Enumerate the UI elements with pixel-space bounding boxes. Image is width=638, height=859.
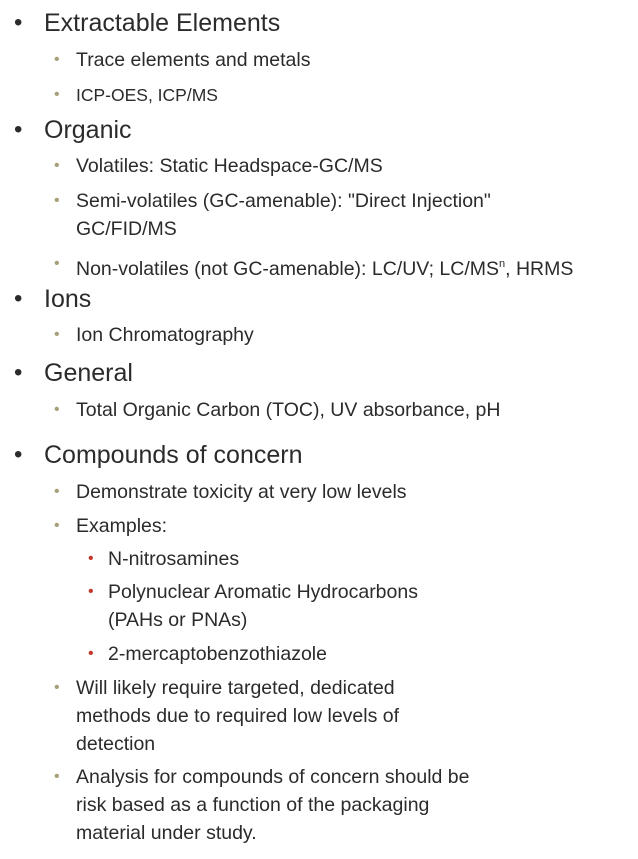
example-text: N-nitrosamines xyxy=(108,548,240,570)
heading-text: Ions xyxy=(44,285,92,313)
list-item xyxy=(0,478,632,506)
heading-general xyxy=(0,358,632,388)
item-text: Analysis for compounds of concern should be risk based as a function of the packaging material under study. xyxy=(76,766,470,844)
item-text: Semi-volatiles (GC-amenable): "Direct Injection" GC/FID/MS xyxy=(76,190,491,240)
list-item xyxy=(0,152,632,180)
bullet-icon: • xyxy=(54,768,60,785)
bullet-icon: • xyxy=(54,483,60,500)
example-text: 2-mercaptobenzothiazole xyxy=(108,643,327,665)
bullet-icon: • xyxy=(88,645,94,662)
bullet-icon: • xyxy=(54,517,60,534)
list-item xyxy=(0,396,632,424)
bullet-icon: • xyxy=(14,116,23,143)
list-item xyxy=(0,321,632,349)
bullet-icon: • xyxy=(54,255,60,272)
list-item xyxy=(0,81,632,109)
example-item xyxy=(0,545,632,573)
bullet-icon: • xyxy=(54,401,60,418)
item-text: ICP-OES, ICP/MS xyxy=(76,85,218,105)
list-item xyxy=(0,512,632,540)
heading-extractable-elements xyxy=(0,8,632,38)
heading-organic xyxy=(0,115,632,145)
item-text: Ion Chromatography xyxy=(76,324,254,346)
bullet-icon: • xyxy=(54,192,60,209)
bullet-icon: • xyxy=(54,157,60,174)
heading-text: Compounds of concern xyxy=(44,441,303,469)
item-text: Total Organic Carbon (TOC), UV absorbance, pH xyxy=(76,399,501,421)
item-text-main: Non-volatiles (not GC-amenable): LC/UV; LC/MS xyxy=(76,258,500,280)
item-text-tail: , HRMS xyxy=(505,258,574,280)
bullet-icon: • xyxy=(14,9,23,36)
bullet-icon: • xyxy=(54,326,60,343)
item-text: Will likely require targeted, dedicated methods due to required low levels of detection xyxy=(76,677,400,755)
bullet-icon: • xyxy=(14,285,23,312)
heading-text: General xyxy=(44,359,133,387)
bullet-icon: • xyxy=(54,679,60,696)
list-item xyxy=(0,250,632,278)
list-item xyxy=(0,763,632,847)
list-item xyxy=(0,674,632,758)
list-item xyxy=(0,187,632,243)
heading-text: Organic xyxy=(44,116,132,144)
bullet-icon: • xyxy=(88,583,94,600)
bullet-icon: • xyxy=(14,359,23,386)
example-item xyxy=(0,640,632,668)
heading-ions xyxy=(0,284,632,314)
bullet-icon: • xyxy=(54,51,60,68)
bullet-icon: • xyxy=(14,441,23,468)
bullet-icon: • xyxy=(88,550,94,567)
superscript-n: n xyxy=(499,258,506,270)
heading-text: Extractable Elements xyxy=(44,9,281,37)
list-item xyxy=(0,46,632,74)
example-text: Polynuclear Aromatic Hydrocarbons (PAHs or PNAs) xyxy=(108,581,418,631)
heading-compounds-of-concern xyxy=(0,440,632,470)
bullet-icon: • xyxy=(54,86,60,103)
example-item xyxy=(0,578,632,634)
item-text: Trace elements and metals xyxy=(76,49,311,71)
item-text xyxy=(76,250,573,283)
item-text: Volatiles: Static Headspace-GC/MS xyxy=(76,155,383,177)
item-text: Demonstrate toxicity at very low levels xyxy=(76,481,407,503)
item-text: Examples: xyxy=(76,515,168,537)
